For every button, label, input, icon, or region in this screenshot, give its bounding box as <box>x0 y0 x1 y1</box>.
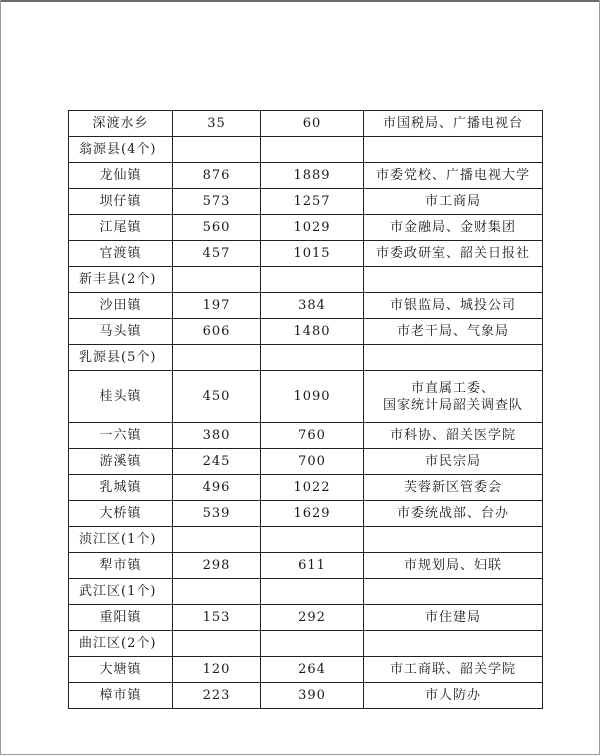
town-name: 官渡镇 <box>69 241 173 267</box>
value-a: 496 <box>173 475 261 501</box>
department-cell <box>364 657 543 683</box>
empty-cell <box>173 345 261 371</box>
department-cell <box>364 475 543 501</box>
value-a: 457 <box>173 241 261 267</box>
county-label: 翁源县(4个) <box>69 137 173 163</box>
value-a: 197 <box>173 293 261 319</box>
town-row <box>69 683 543 709</box>
department-text: 市委统战部、台办 <box>396 506 509 521</box>
town-row <box>69 215 543 241</box>
empty-cell <box>364 527 543 553</box>
department-text: 市住建局 <box>424 610 481 625</box>
value-a: 573 <box>173 189 261 215</box>
town-row <box>69 371 543 423</box>
department-text: 市工商联、韶关学院 <box>389 662 516 677</box>
town-name: 一六镇 <box>69 423 173 449</box>
town-row <box>69 111 543 137</box>
department-cell <box>364 605 543 631</box>
empty-cell <box>173 631 261 657</box>
county-label: 浈江区(1个) <box>69 527 173 553</box>
town-name: 龙仙镇 <box>69 163 173 189</box>
town-row <box>69 605 543 631</box>
value-a: 223 <box>173 683 261 709</box>
town-name: 樟市镇 <box>69 683 173 709</box>
town-name: 马头镇 <box>69 319 173 345</box>
department-text: 市委政研室、韶关日报社 <box>375 246 530 261</box>
department-cell <box>364 293 543 319</box>
value-b: 390 <box>261 683 364 709</box>
town-name: 坝仔镇 <box>69 189 173 215</box>
county-group-row <box>69 527 543 553</box>
value-b: 1257 <box>261 189 364 215</box>
town-row <box>69 163 543 189</box>
county-label: 曲江区(2个) <box>69 631 173 657</box>
department-text: 市国税局、广播电视台 <box>382 116 523 131</box>
department-cell <box>364 241 543 267</box>
value-b: 1480 <box>261 319 364 345</box>
town-row <box>69 293 543 319</box>
department-text: 市规划局、妇联 <box>403 558 502 573</box>
county-group-row <box>69 631 543 657</box>
empty-cell <box>173 137 261 163</box>
town-row <box>69 241 543 267</box>
value-a: 153 <box>173 605 261 631</box>
department-text: 市直属工委、 <box>410 380 495 396</box>
town-row <box>69 189 543 215</box>
county-label: 乳源县(5个) <box>69 345 173 371</box>
town-name: 游溪镇 <box>69 449 173 475</box>
value-b: 60 <box>261 111 364 137</box>
department-cell <box>364 163 543 189</box>
value-a: 539 <box>173 501 261 527</box>
assignment-table <box>68 110 543 709</box>
county-label: 新丰县(2个) <box>69 267 173 293</box>
town-row <box>69 553 543 579</box>
value-a: 450 <box>173 371 261 423</box>
county-label: 武江区(1个) <box>69 579 173 605</box>
value-a: 380 <box>173 423 261 449</box>
department-text: 市科协、韶关医学院 <box>389 428 516 443</box>
empty-cell <box>261 267 364 293</box>
empty-cell <box>173 267 261 293</box>
county-group-row <box>69 345 543 371</box>
department-cell <box>364 111 543 137</box>
empty-cell <box>364 631 543 657</box>
county-group-row <box>69 137 543 163</box>
town-name: 犁市镇 <box>69 553 173 579</box>
value-b: 1015 <box>261 241 364 267</box>
empty-cell <box>261 345 364 371</box>
town-name: 江尾镇 <box>69 215 173 241</box>
town-row <box>69 423 543 449</box>
empty-cell <box>364 137 543 163</box>
department-cell <box>364 449 543 475</box>
town-name: 沙田镇 <box>69 293 173 319</box>
town-name: 乳城镇 <box>69 475 173 501</box>
value-a: 298 <box>173 553 261 579</box>
empty-cell <box>173 579 261 605</box>
department-cell <box>364 683 543 709</box>
department-text: 市人防办 <box>424 688 481 703</box>
value-b: 1029 <box>261 215 364 241</box>
value-b: 1629 <box>261 501 364 527</box>
town-name: 桂头镇 <box>69 371 173 423</box>
empty-cell <box>261 631 364 657</box>
department-cell <box>364 553 543 579</box>
county-group-row <box>69 579 543 605</box>
department-text: 市老干局、气象局 <box>396 324 509 339</box>
empty-cell <box>364 267 543 293</box>
value-b: 292 <box>261 605 364 631</box>
value-b: 264 <box>261 657 364 683</box>
department-cell <box>364 189 543 215</box>
empty-cell <box>364 579 543 605</box>
value-a: 560 <box>173 215 261 241</box>
department-cell <box>364 423 543 449</box>
empty-cell <box>261 527 364 553</box>
value-b: 1889 <box>261 163 364 189</box>
town-row <box>69 501 543 527</box>
value-b: 384 <box>261 293 364 319</box>
town-name: 大塘镇 <box>69 657 173 683</box>
department-text: 市金融局、金财集团 <box>389 220 516 235</box>
value-b: 611 <box>261 553 364 579</box>
department-cell <box>364 371 543 423</box>
town-name: 大桥镇 <box>69 501 173 527</box>
value-b: 700 <box>261 449 364 475</box>
value-b: 1090 <box>261 371 364 423</box>
county-group-row <box>69 267 543 293</box>
value-b: 1022 <box>261 475 364 501</box>
empty-cell <box>173 527 261 553</box>
town-name: 深渡水乡 <box>69 111 173 137</box>
value-b: 760 <box>261 423 364 449</box>
department-cell <box>364 501 543 527</box>
town-name: 重阳镇 <box>69 605 173 631</box>
empty-cell <box>364 345 543 371</box>
value-a: 606 <box>173 319 261 345</box>
town-row <box>69 449 543 475</box>
value-a: 245 <box>173 449 261 475</box>
department-text: 市银监局、城投公司 <box>389 298 516 313</box>
empty-cell <box>261 579 364 605</box>
value-a: 876 <box>173 163 261 189</box>
value-a: 35 <box>173 111 261 137</box>
department-text: 芙蓉新区管委会 <box>403 480 502 495</box>
department-text: 市委党校、广播电视大学 <box>375 168 530 183</box>
town-row <box>69 475 543 501</box>
department-text: 市民宗局 <box>424 454 481 469</box>
empty-cell <box>261 137 364 163</box>
department-cell <box>364 319 543 345</box>
value-a: 120 <box>173 657 261 683</box>
town-row <box>69 657 543 683</box>
town-row <box>69 319 543 345</box>
department-cell <box>364 215 543 241</box>
department-text: 市工商局 <box>424 194 481 209</box>
department-text: 国家统计局韶关调查队 <box>382 397 523 413</box>
